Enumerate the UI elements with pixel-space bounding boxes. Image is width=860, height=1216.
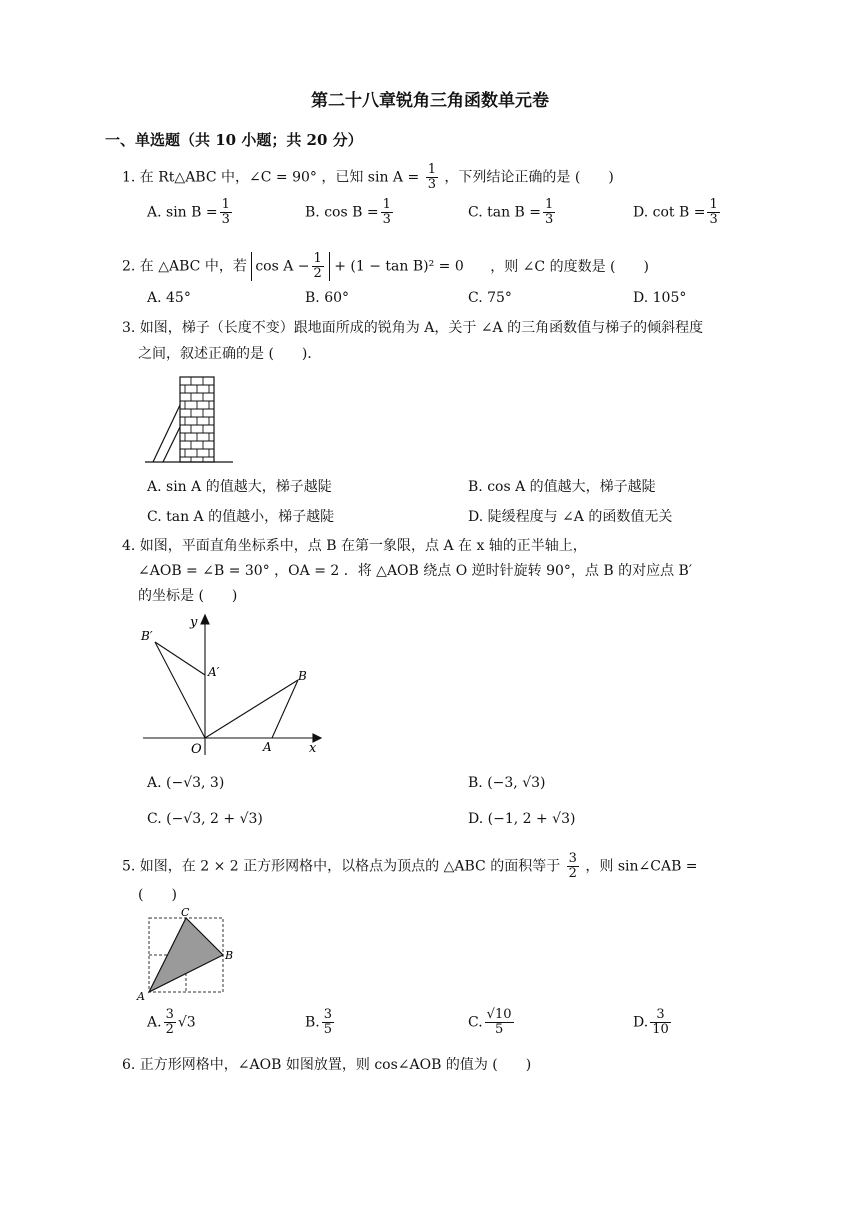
label-a-prime: A′ [208,665,220,679]
q4-option-d[interactable]: D. (−1, 2 + √3) [468,811,576,827]
question-3-line-2: 之间，叙述正确的是 ( )． [138,346,322,362]
question-5-fraction: $\frac{3}{2}$ [568,851,577,881]
absolute-value: cos A − $\frac{1}{2}$ [251,252,329,281]
q2-option-d[interactable]: D. 105° [633,290,687,306]
q1-option-a[interactable]: A. sin B = $\frac{1}{3}$ [147,197,230,227]
q2-option-c[interactable]: C. 75° [468,290,512,306]
question-2 [122,252,649,281]
ladder-wall-figure [145,375,235,467]
question-5-text: 5. 如图，在 2 × 2 正方形网格中，以格点为顶点的 △ABC 的面积等于 [122,858,561,875]
question-1 [122,163,614,192]
y-axis-arrow [201,615,209,624]
question-5-line-2: ( ) [138,887,177,903]
question-5 [122,852,698,881]
q1-option-d[interactable]: D. cot B = $\frac{1}{3}$ [633,197,718,227]
label-a: A [263,740,272,754]
segment-ob [205,680,298,738]
question-1-tail: ，下列结论正确的是 ( ) [444,169,614,186]
q1-option-b[interactable]: B. cos B = $\frac{1}{3}$ [305,197,391,227]
q3-option-d[interactable]: D. 陡缓程度与 ∠A 的函数值无关 [468,509,673,525]
question-2-equation: + (1 − tan B)² = 0 [334,258,464,275]
page-title: 第二十八章锐角三角函数单元卷 [311,91,549,111]
q2-option-a[interactable]: A. 45° [147,290,191,306]
label-a: A [137,990,145,1002]
label-b: B [298,669,307,683]
segment-a1b1 [155,642,205,675]
question-3-line-1: 3. 如图，梯子（长度不变）跟地面所成的锐角为 A，关于 ∠A 的三角函数值与梯子的倾斜程度 [122,320,704,336]
label-c: C [181,906,190,919]
question-6: 6. 正方形网格中，∠AOB 如图放置，则 cos∠AOB 的值为 ( ) [122,1057,532,1073]
segment-ob1 [155,642,205,738]
q3-option-c[interactable]: C. tan A 的值越小，梯子越陡 [147,509,335,525]
q1-option-c[interactable]: C. tan B = $\frac{1}{3}$ [468,197,554,227]
question-2-tail: ，则 ∠C 的度数是 ( ) [490,258,649,275]
q5-option-b[interactable]: B. $\frac{3}{5}$ [305,1007,333,1037]
label-b-prime: B′ [141,629,153,643]
q4-option-b[interactable]: B. (−3, √3) [468,775,546,791]
coordinate-figure [135,610,330,760]
question-2-text: 2. 在 △ABC 中，若 [122,258,247,275]
q4-option-c[interactable]: C. (−√3, 2 + √3) [147,811,263,827]
question-4-line-1: 4. 如图，平面直角坐标系中，点 B 在第一象限，点 A 在 x 轴的正半轴上， [122,538,587,554]
q3-option-a[interactable]: A. sin A 的值越大，梯子越陡 [147,479,332,495]
label-o: O [191,742,202,757]
question-1-fraction: $\frac{1}{3}$ [427,162,436,192]
label-y: y [190,615,198,630]
section-heading: 一、单选题（共 10 小题；共 20 分） [105,131,363,149]
q4-option-a[interactable]: A. (−√3, 3) [147,775,225,791]
label-x: x [309,741,317,756]
q5-option-d[interactable]: D. $\frac{3}{10}$ [633,1007,669,1037]
q3-option-b[interactable]: B. cos A 的值越大，梯子越陡 [468,479,656,495]
q2-option-b[interactable]: B. 60° [305,290,350,306]
question-4-line-2: ∠AOB = ∠B = 30° ，OA = 2 ．将 △AOB 绕点 O 逆时针旋转 90°，点 B 的对应点 B′ [138,563,693,579]
question-5-tail: ，则 sin∠CAB = [585,858,698,875]
label-b: B [225,949,234,962]
q5-option-c[interactable]: C. $\frac{√10}{5}$ [468,1007,512,1037]
grid-triangle-figure [135,906,245,1002]
question-4-line-3: 的坐标是 ( ) [138,588,238,604]
q5-option-a[interactable]: A. $\frac{3}{2}$ √3 [147,1007,196,1037]
question-1-text: 1. 在 Rt△ABC 中，∠C = 90° ，已知 sin A = [122,169,420,186]
